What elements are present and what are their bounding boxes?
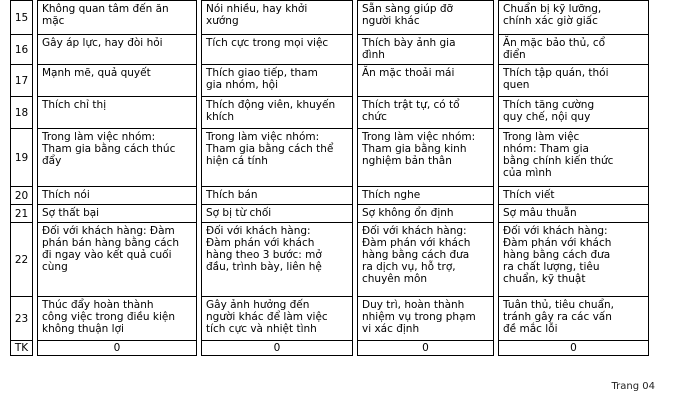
page-number: Trang 04	[611, 381, 655, 392]
row-number: 15	[11, 1, 33, 35]
total-value: 0	[358, 341, 494, 356]
trait-cell: Không quan tâm đến ăn mặc	[38, 1, 197, 35]
trait-cell: Sợ không ổn định	[358, 205, 494, 223]
questionnaire-table	[10, 0, 649, 356]
table-row	[11, 1, 649, 35]
trait-cell: Nói nhiều, hay khởi xướng	[202, 1, 353, 35]
trait-cell: Thích trật tự, có tổ chức	[358, 97, 494, 129]
table-row	[11, 97, 649, 129]
trait-cell: Đối với khách hàng: Đàm phán với khách hàng theo 3 bước: mở đầu, trình bày, liên hệ	[202, 223, 353, 297]
total-value: 0	[38, 341, 197, 356]
trait-cell: Thúc đẩy hoàn thành công việc trong điều kiện không thuận lợi	[38, 297, 197, 341]
trait-cell: Ăn mặc bảo thủ, cổ điển	[499, 35, 649, 65]
trait-cell: Mạnh mẽ, quả quyết	[38, 65, 197, 97]
table-body	[11, 1, 649, 356]
trait-cell: Thích nói	[38, 187, 197, 205]
row-number: 23	[11, 297, 33, 341]
trait-cell: Thích chỉ thị	[38, 97, 197, 129]
trait-cell: Tuân thủ, tiêu chuẩn, tránh gây ra các vấn đề mắc lỗi	[499, 297, 649, 341]
table-row	[11, 65, 649, 97]
row-number: 17	[11, 65, 33, 97]
trait-cell: Ăn mặc thoải mái	[358, 65, 494, 97]
trait-cell: Thích bày ảnh gia đình	[358, 35, 494, 65]
row-number: 19	[11, 129, 33, 187]
row-number: 21	[11, 205, 33, 223]
trait-cell: Gây áp lực, hay đòi hỏi	[38, 35, 197, 65]
table-row	[11, 223, 649, 297]
trait-cell: Trong làm việc nhóm: Tham gia bằng chính kiến thức của mình	[499, 129, 649, 187]
total-value: 0	[202, 341, 353, 356]
trait-cell: Thích bán	[202, 187, 353, 205]
trait-cell: Trong làm việc nhóm: Tham gia bằng cách thúc đẩy	[38, 129, 197, 187]
row-number: 20	[11, 187, 33, 205]
total-row	[11, 341, 649, 356]
trait-cell: Thích tăng cường quy chế, nội quy	[499, 97, 649, 129]
trait-cell: Sợ thất bại	[38, 205, 197, 223]
trait-cell: Sợ bị từ chối	[202, 205, 353, 223]
row-number: 18	[11, 97, 33, 129]
trait-cell: Thích động viên, khuyến khích	[202, 97, 353, 129]
total-label: TK	[11, 341, 33, 356]
trait-cell: Thích giao tiếp, tham gia nhóm, hội	[202, 65, 353, 97]
trait-cell: Trong làm việc nhóm: Tham gia bằng kinh nghiệm bản thân	[358, 129, 494, 187]
trait-cell: Thích tập quán, thói quen	[499, 65, 649, 97]
trait-cell: Duy trì, hoàn thành nhiệm vụ trong phạm vi xác định	[358, 297, 494, 341]
table-row	[11, 205, 649, 223]
table-row	[11, 297, 649, 341]
table-row	[11, 129, 649, 187]
trait-cell: Thích viết	[499, 187, 649, 205]
trait-cell: Thích nghe	[358, 187, 494, 205]
trait-cell: Sợ mâu thuẫn	[499, 205, 649, 223]
row-number: 22	[11, 223, 33, 297]
table-row	[11, 35, 649, 65]
trait-cell: Chuẩn bị kỹ lưỡng, chính xác giờ giấc	[499, 1, 649, 35]
row-number: 16	[11, 35, 33, 65]
trait-cell: Đối với khách hàng: Đàm phán với khách hàng bằng cách đưa ra dịch vụ, hỗ trợ, chuyên môn	[358, 223, 494, 297]
trait-cell: Trong làm việc nhóm: Tham gia bằng cách thể hiện cá tính	[202, 129, 353, 187]
trait-cell: Đối với khách hàng: Đàm phán bán hàng bằng cách đi ngay vào kết quả cuối cùng	[38, 223, 197, 297]
table-row	[11, 187, 649, 205]
total-value: 0	[499, 341, 649, 356]
trait-cell: Đối với khách hàng: Đàm phán với khách hàng bằng cách đưa ra chất lượng, tiêu chuẩn, kỹ thuật	[499, 223, 649, 297]
trait-cell: Gây ảnh hưởng đến người khác để làm việc tích cực và nhiệt tình	[202, 297, 353, 341]
trait-cell: Tích cực trong mọi việc	[202, 35, 353, 65]
trait-cell: Sẵn sàng giúp đỡ người khác	[358, 1, 494, 35]
